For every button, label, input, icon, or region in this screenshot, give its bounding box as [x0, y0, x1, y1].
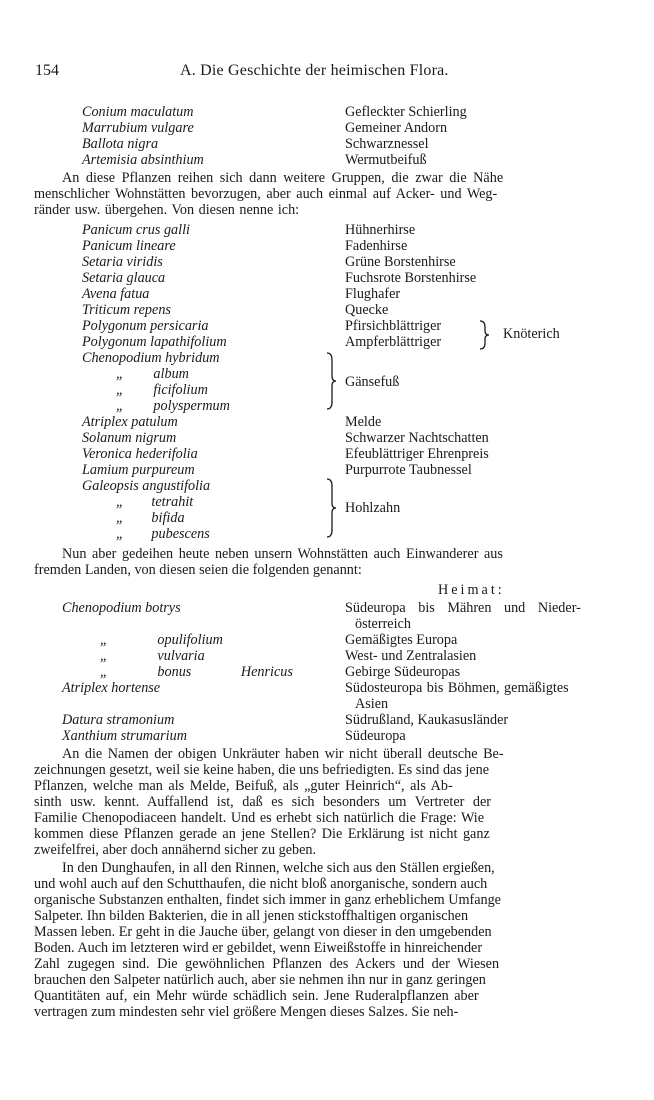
- german-name: Fadenhirse: [345, 238, 408, 254]
- german-name: Wermutbeifuß: [345, 152, 427, 168]
- group-gaensefuss: Gänsefuß: [345, 374, 400, 390]
- text-line: ränder usw. übergehen. Von diesen nenne ich:: [34, 202, 300, 218]
- latin-name: Atriplex patulum: [82, 414, 178, 430]
- german-name: Gemeiner Andorn: [345, 120, 448, 136]
- latin-name: Marrubium vulgare: [82, 120, 194, 136]
- latin-name: Chenopodium botrys: [62, 600, 181, 616]
- latin-name: „ polyspermum: [116, 398, 230, 414]
- latin-name: „ bonus Henricus: [100, 664, 293, 680]
- origin: Südeuropa: [345, 728, 406, 744]
- latin-name: Artemisia absinthium: [82, 152, 204, 168]
- text-line: brauchen den Salpeter natürlich auch, aber sie nehmen ihn nur in ganz geringen: [34, 972, 486, 988]
- origin: Südrußland, Kaukasusländer: [345, 712, 509, 728]
- text-line: sinth usw. kennt. Auffallend ist, daß es sich besonders um Vertreter der: [34, 794, 492, 810]
- text-line: und wohl auch auf den Schutthaufen, die nicht bloß anorganische, sondern auch: [34, 876, 488, 892]
- text-line: Massen leben. Er geht in die Jauche über, gelangt von dieser in den umgebenden: [34, 924, 492, 940]
- german-name: Ampferblättriger: [345, 334, 442, 350]
- german-name: Quecke: [345, 302, 389, 318]
- brace-knoeterich: [478, 320, 490, 350]
- latin-name: Xanthium strumarium: [62, 728, 187, 744]
- text-line: Familie Chenopodiaceen handelt. Und es erhebt sich natürlich die Frage: Wie: [34, 810, 485, 826]
- german-name: Fuchsrote Borstenhirse: [345, 270, 477, 286]
- text-line: Quantitäten auf, ein Mehr würde schädlich sein. Jene Ruderalpflanzen aber: [34, 988, 479, 1004]
- text-line: kommen diese Pflanzen gerade an jene Stellen? Die Erklärung ist nicht ganz: [34, 826, 490, 842]
- latin-name: Setaria glauca: [82, 270, 166, 286]
- text-line: zeichnungen gesetzt, weil sie keine haben, die uns befriedigten. Es sind das jene: [34, 762, 490, 778]
- latin-name: „ pubescens: [116, 526, 210, 542]
- text-line: menschlicher Wohnstätten bevorzugen, aber auch einmal auf Acker- und Weg-: [34, 186, 498, 202]
- text-line: organische Substanzen enthalten, findet sich immer in ganz erheblichem Umfange: [34, 892, 501, 908]
- latin-name: Polygonum lapathifolium: [82, 334, 227, 350]
- origin: Gebirge Südeuropas: [345, 664, 461, 680]
- origin: Südosteuropa bis Böhmen, gemäßigtes: [345, 680, 569, 696]
- german-name: Hühnerhirse: [345, 222, 416, 238]
- german-name: Pfirsichblättriger: [345, 318, 442, 334]
- latin-name: Triticum repens: [82, 302, 171, 318]
- text-line: Zahl zugegen sind. Die gewöhnlichen Pflanzen des Ackers und der Wiesen: [34, 956, 500, 972]
- brace-gaensefuss: [325, 352, 337, 410]
- latin-name: Polygonum persicaria: [82, 318, 209, 334]
- german-name: Grüne Borstenhirse: [345, 254, 456, 270]
- latin-name: Ballota nigra: [82, 136, 159, 152]
- german-name: Schwarzer Nachtschatten: [345, 430, 489, 446]
- latin-name: Panicum lineare: [82, 238, 176, 254]
- latin-name: Chenopodium hybridum: [82, 350, 220, 366]
- latin-name: „ album: [116, 366, 189, 382]
- german-name: Efeublättriger Ehrenpreis: [345, 446, 489, 462]
- origin: Asien: [355, 696, 389, 712]
- text-line: Salpeter. Ihn bilden Bakterien, die in all jenen stickstoffhaltigen organischen: [34, 908, 469, 924]
- latin-name: Panicum crus galli: [82, 222, 190, 238]
- german-name: Gefleckter Schierling: [345, 104, 467, 120]
- heimat-heading: Heimat:: [438, 582, 505, 598]
- text-line: Pflanzen, welche man als Melde, Beifuß, als „guter Heinrich“, als Ab-: [34, 778, 453, 794]
- latin-name: „ bifida: [116, 510, 185, 526]
- text-line: An die Namen der obigen Unkräuter haben wir nicht überall deutsche Be-: [62, 746, 504, 762]
- german-name: Purpurrote Taubnessel: [345, 462, 472, 478]
- latin-name: Datura stramonium: [62, 712, 175, 728]
- text-line: An diese Pflanzen reihen sich dann weitere Gruppen, die zwar die Nähe: [62, 170, 504, 186]
- latin-name: Avena fatua: [82, 286, 150, 302]
- latin-name: Atriplex hortense: [62, 680, 161, 696]
- text-line: zweifelfrei, aber doch annähernd sicher zu geben.: [34, 842, 317, 858]
- german-name: Schwarznessel: [345, 136, 429, 152]
- latin-name: Solanum nigrum: [82, 430, 177, 446]
- origin: Gemäßigtes Europa: [345, 632, 458, 648]
- text-line: Boden. Auch im letzteren wird er gebildet, wenn Eiweißstoffe in hinreichender: [34, 940, 483, 956]
- origin: österreich: [355, 616, 411, 632]
- latin-name: „ vulvaria: [100, 648, 205, 664]
- group-knoeterich: Knöterich: [503, 326, 560, 342]
- german-name: Flughafer: [345, 286, 401, 302]
- latin-name: „ opulifolium: [100, 632, 223, 648]
- group-hohlzahn: Hohlzahn: [345, 500, 401, 516]
- brace-hohlzahn: [325, 478, 337, 538]
- latin-name: Lamium purpureum: [82, 462, 195, 478]
- german-name: Melde: [345, 414, 382, 430]
- page-number: 154: [35, 62, 59, 79]
- text-line: Nun aber gedeihen heute neben unsern Wohnstätten auch Einwanderer aus: [62, 546, 503, 562]
- text-line: vertragen zum mindesten sehr viel größere Mengen dieses Salzes. Sie neh-: [34, 1004, 459, 1020]
- text-line: In den Dunghaufen, in all den Rinnen, welche sich aus den Ställen ergießen,: [62, 860, 495, 876]
- latin-name: Setaria viridis: [82, 254, 163, 270]
- text-line: fremden Landen, von diesen seien die folgenden genannt:: [34, 562, 362, 578]
- latin-name: Conium maculatum: [82, 104, 194, 120]
- origin: West- und Zentralasien: [345, 648, 477, 664]
- latin-name: „ tetrahit: [116, 494, 194, 510]
- latin-name: Galeopsis angustifolia: [82, 478, 211, 494]
- latin-name: Veronica hederifolia: [82, 446, 198, 462]
- origin: Südeuropa bis Mähren und Nieder-: [345, 600, 581, 616]
- running-title: A. Die Geschichte der heimischen Flora.: [180, 62, 449, 79]
- latin-name: „ ficifolium: [116, 382, 208, 398]
